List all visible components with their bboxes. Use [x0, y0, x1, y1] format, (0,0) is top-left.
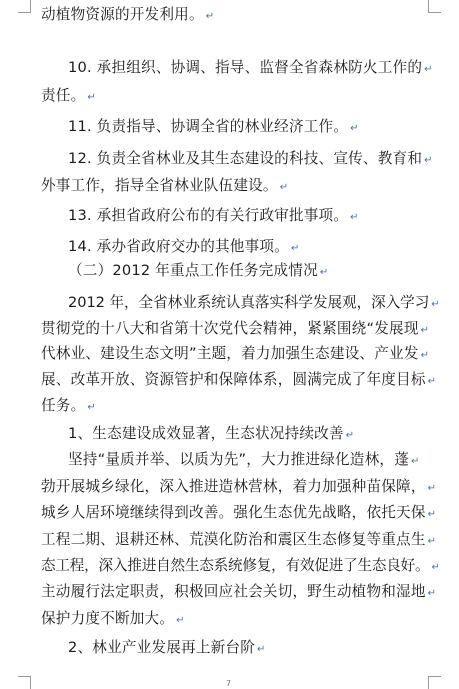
line-text: 2、林业产业发展再上新台阶 — [68, 639, 256, 656]
line-text: 11. 负责指导、协调全省的林业经济工作。 — [68, 118, 349, 135]
text-line — [68, 238, 300, 258]
paragraph-mark-icon: ↵ — [205, 11, 215, 22]
page-number: 7 — [226, 679, 232, 688]
line-text: 态工程，深入推进自然生态系统修复，有效促进了生态良好。 — [41, 557, 430, 574]
paragraph-mark-icon: ↵ — [350, 123, 359, 134]
text-line — [41, 504, 436, 524]
line-text: 13. 承担省政府公布的有关行政审批事项。 — [68, 207, 349, 224]
text-line — [41, 557, 440, 577]
line-text: 动植物资源的开发利用。 — [41, 6, 204, 23]
line-text: 任务。 — [41, 397, 86, 414]
line-text: 保护力度不断加大。 — [41, 610, 175, 627]
paragraph-mark-icon: ↵ — [411, 456, 420, 467]
paragraph-mark-icon: ↵ — [319, 267, 329, 278]
text-line — [68, 59, 433, 79]
text-line — [41, 610, 185, 630]
line-text: 1、生态建设成效显著，生态状况持续改善 — [68, 425, 344, 442]
text-line — [41, 6, 214, 26]
paragraph-mark-icon: ↵ — [431, 299, 440, 310]
paragraph-mark-icon: ↵ — [427, 536, 437, 547]
text-line — [68, 639, 266, 659]
crop-mark-bottom-left — [18, 676, 31, 689]
paragraph-mark-icon: ↵ — [350, 212, 359, 223]
text-line — [68, 294, 440, 314]
paragraph-mark-icon: ↵ — [420, 350, 430, 361]
text-line — [41, 531, 436, 551]
paragraph-mark-icon: ↵ — [257, 644, 266, 655]
line-text: 12. 负责全省林业及其生态建设的科技、宣传、教育和 — [68, 150, 423, 167]
line-text: 贯彻党的十八大和省第十次党代会精神，紧紧围绕“发展现 — [41, 320, 419, 337]
text-line — [41, 87, 96, 107]
text-line — [68, 150, 433, 170]
paragraph-mark-icon: ↵ — [424, 64, 433, 75]
line-text: 城乡人居环境继续得到改善。强化生态优先战略，依托天保 — [41, 504, 426, 521]
text-line — [68, 262, 329, 282]
line-text: 勃开展城乡绿化，深入推进造林营林，着力加强种苗保障， — [41, 478, 426, 495]
line-text: 10. 承担组织、协调、指导、监督全省森林防火工作的 — [68, 59, 423, 76]
paragraph-mark-icon: ↵ — [345, 430, 355, 441]
paragraph-mark-icon: ↵ — [279, 182, 289, 193]
crop-mark-bottom-right — [428, 676, 441, 689]
line-text: 主动履行法定职责，积极回应社会关切，野生动植物和湿地 — [41, 583, 426, 600]
paragraph-mark-icon: ↵ — [87, 92, 96, 103]
line-text: 外事工作，指导全省林业队伍建设。 — [41, 177, 278, 194]
crop-mark-top-right — [428, 0, 441, 13]
text-line — [68, 118, 359, 138]
line-text: 14. 承办省政府交办的其他事项。 — [68, 238, 289, 255]
text-line — [68, 207, 359, 227]
paragraph-mark-icon: ↵ — [431, 562, 440, 573]
text-line — [41, 320, 429, 340]
text-line — [68, 451, 420, 471]
text-line — [68, 425, 354, 445]
text-line — [41, 397, 96, 417]
paragraph-mark-icon: ↵ — [290, 243, 300, 254]
text-line — [41, 345, 429, 365]
paragraph-mark-icon: ↵ — [427, 509, 437, 520]
paragraph-mark-icon: ↵ — [424, 155, 433, 166]
paragraph-mark-icon: ↵ — [427, 376, 437, 387]
text-line — [41, 583, 436, 603]
paragraph-mark-icon: ↵ — [87, 402, 96, 413]
line-text: 代林业、建设生态文明”主题，着力加强生态建设、产业发 — [41, 345, 419, 362]
crop-mark-top-left — [18, 0, 31, 13]
paragraph-mark-icon: ↵ — [420, 325, 430, 336]
text-line — [41, 371, 436, 391]
line-text: 展、改革开放、资源管护和保障体系，圆满完成了年度目标 — [41, 371, 426, 388]
line-text: 2012 年，全省林业系统认真落实科学发展观，深入学习 — [68, 294, 430, 311]
line-text: 责任。 — [41, 87, 86, 104]
paragraph-mark-icon: ↵ — [176, 615, 185, 626]
paragraph-mark-icon: ↵ — [427, 483, 437, 494]
text-line — [41, 478, 436, 498]
paragraph-mark-icon: ↵ — [427, 588, 437, 599]
line-text: （二）2012 年重点工作任务完成情况 — [68, 262, 318, 279]
line-text: 坚持“量质并举、以质为先”，大力推进绿化造林，蓬 — [68, 451, 409, 468]
text-line — [41, 177, 288, 197]
line-text: 工程二期、退耕还林、荒漠化防治和震区生态修复等重点生 — [41, 531, 426, 548]
